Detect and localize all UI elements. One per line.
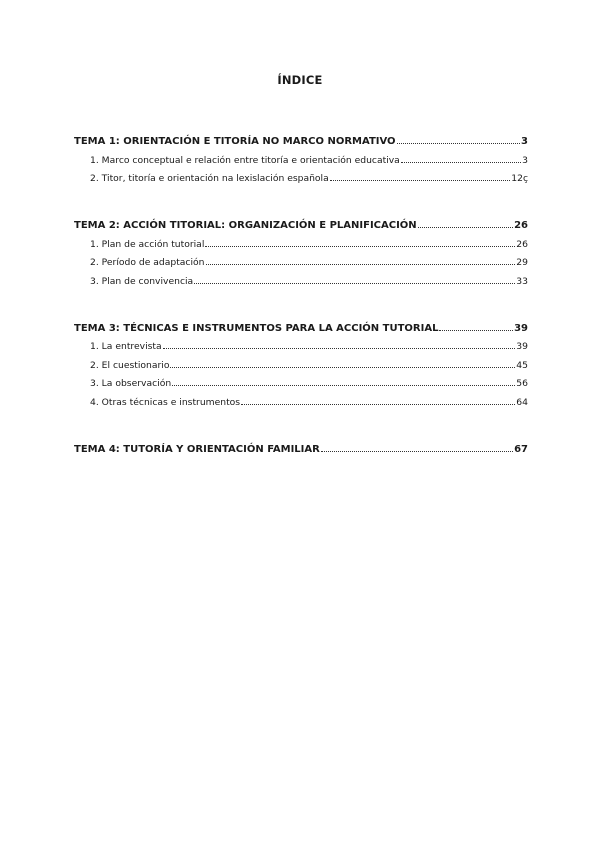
dot-leader <box>194 283 515 284</box>
toc-page-number: 39 <box>516 341 528 352</box>
toc-page-number: 3 <box>522 154 528 166</box>
toc-heading-row[interactable] <box>74 315 528 334</box>
toc-item-label: 2. Período de adaptación <box>90 257 205 268</box>
toc-item-row[interactable] <box>74 231 528 250</box>
dot-leader <box>418 227 513 228</box>
toc-page-number: 26 <box>516 238 528 250</box>
toc-item-label: 1. La entrevista <box>90 341 162 352</box>
dot-leader <box>439 330 513 331</box>
toc-heading-label: TEMA 1: ORIENTACIÓN E TITORÍA NO MARCO NORMATIVO <box>74 136 396 147</box>
toc-page-number: 33 <box>516 275 528 287</box>
toc-heading-row[interactable] <box>74 436 528 455</box>
toc-item-row[interactable] <box>74 352 528 371</box>
toc-item-label: 2. Titor, titoría e orientación na lexislación española <box>90 173 329 184</box>
toc-item-row[interactable] <box>74 268 528 287</box>
dot-leader <box>163 348 516 349</box>
toc-item-row[interactable] <box>74 334 528 353</box>
toc-page-number: 56 <box>516 378 528 389</box>
toc-page-number: 45 <box>516 359 528 371</box>
dot-leader <box>321 451 513 452</box>
toc-item-label: 4. Otras técnicas e instrumentos <box>90 396 241 408</box>
dot-leader <box>206 264 516 265</box>
toc-item-label: 3. Plan de convivencia <box>90 275 194 287</box>
toc-heading-row[interactable] <box>74 212 528 231</box>
toc-item-label: 2. El cuestionario <box>90 359 170 371</box>
dot-leader <box>330 180 511 181</box>
dot-leader <box>172 385 515 386</box>
toc-page-number: 67 <box>514 443 528 455</box>
toc-item-label: 3. La observación <box>90 378 172 389</box>
toc-item-row[interactable] <box>74 389 528 408</box>
dot-leader <box>205 246 515 247</box>
page-title: ÍNDICE <box>277 73 323 87</box>
toc-page-number: 26 <box>514 220 528 231</box>
table-of-contents <box>74 128 528 455</box>
toc-heading-row[interactable] <box>74 128 528 147</box>
dot-leader <box>170 367 515 368</box>
dot-leader <box>401 162 521 163</box>
toc-page-number: 12ç <box>511 173 528 184</box>
toc-item-label: 1. Plan de acción tutorial <box>90 238 205 250</box>
toc-heading-label: TEMA 3: TÉCNICAS E INSTRUMENTOS PARA LA ACCIÓN TUTORIAL <box>74 322 439 334</box>
toc-section-tema-4 <box>74 436 528 455</box>
toc-section-tema-3 <box>74 315 528 408</box>
toc-page-number: 39 <box>514 322 528 334</box>
toc-item-row[interactable] <box>74 250 528 269</box>
toc-section-tema-1 <box>74 128 528 184</box>
toc-heading-label: TEMA 4: TUTORÍA Y ORIENTACIÓN FAMILIAR <box>74 443 320 455</box>
dot-leader <box>397 143 520 144</box>
toc-item-row[interactable] <box>74 371 528 390</box>
toc-page-number: 64 <box>516 396 528 408</box>
toc-item-row[interactable] <box>74 147 528 166</box>
toc-item-row[interactable] <box>74 166 528 185</box>
toc-heading-label: TEMA 2: ACCIÓN TITORIAL: ORGANIZACIÓN E PLANIFICACIÓN <box>74 220 417 231</box>
toc-item-label: 1. Marco conceptual e relación entre titoría e orientación educativa <box>90 154 400 166</box>
toc-section-tema-2 <box>74 212 528 287</box>
toc-page-number: 29 <box>516 257 528 268</box>
dot-leader <box>241 404 515 405</box>
toc-page-number: 3 <box>521 136 528 147</box>
